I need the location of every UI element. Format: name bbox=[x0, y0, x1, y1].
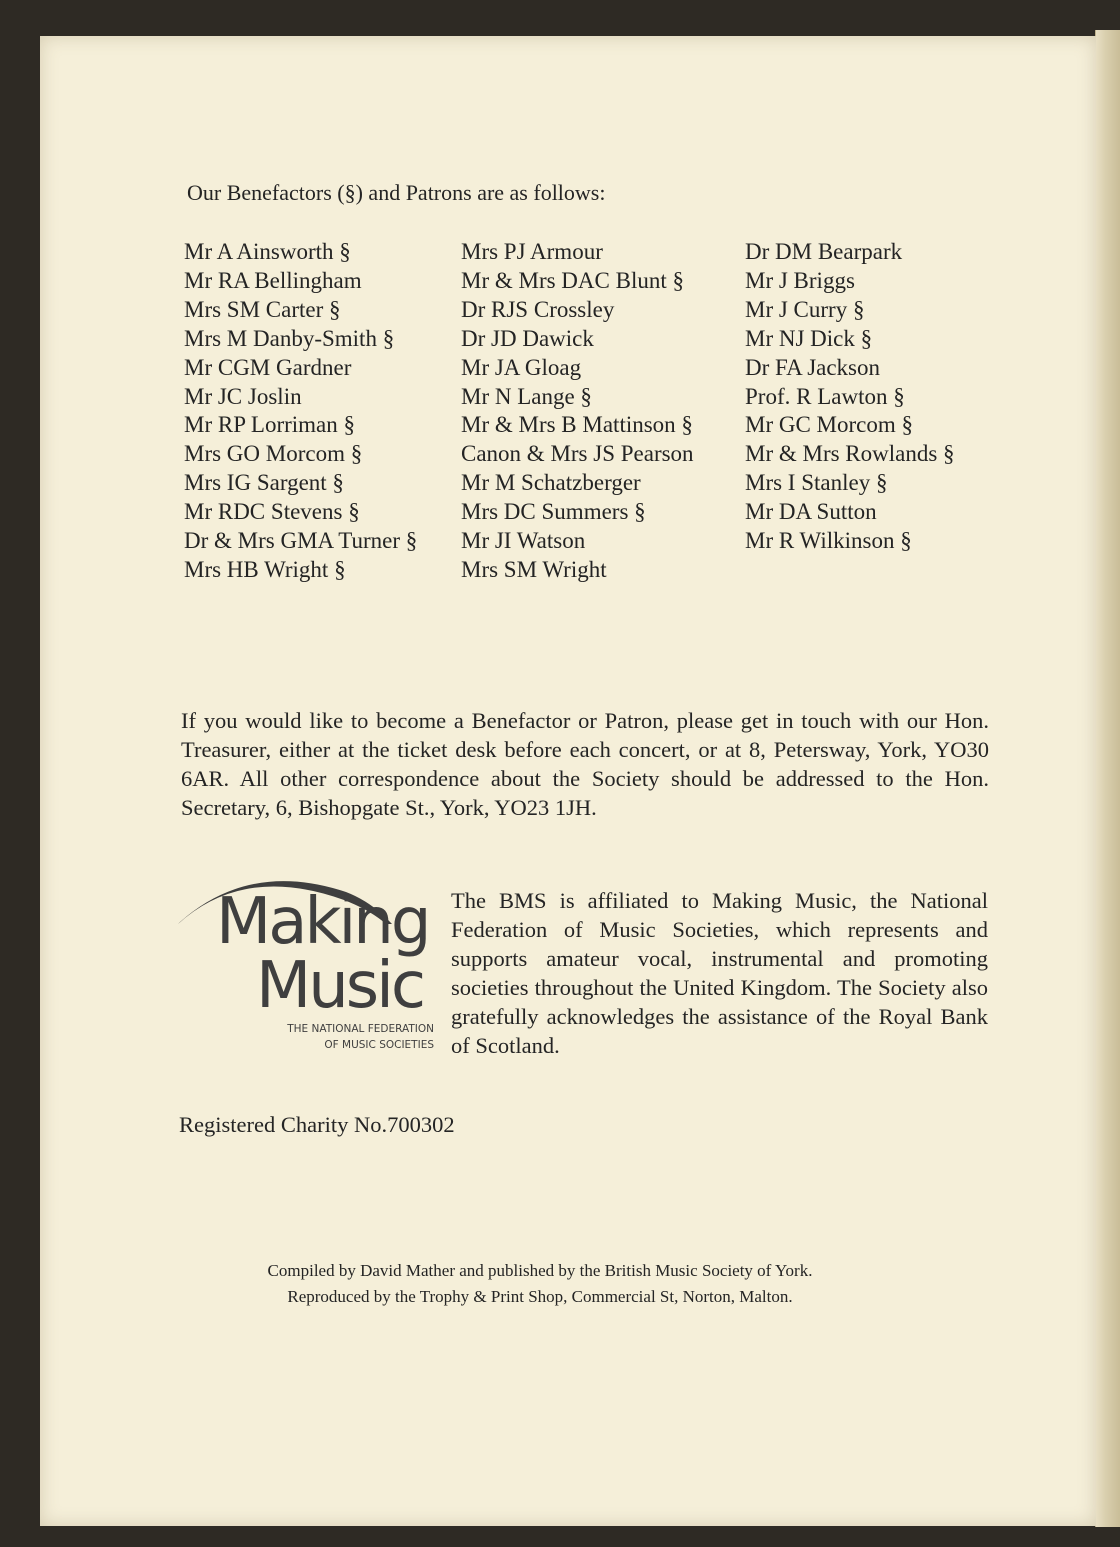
patron-name: Mrs HB Wright § bbox=[184, 556, 346, 582]
patron-name: Mr & Mrs DAC Blunt § bbox=[461, 267, 684, 293]
making-music-logo bbox=[174, 866, 434, 1096]
patron-name: Mr JA Gloag bbox=[461, 354, 582, 380]
patron-name: Dr JD Dawick bbox=[461, 325, 594, 351]
patron-name: Mr JC Joslin bbox=[184, 383, 302, 409]
affiliation-paragraph: The BMS is affiliated to Making Music, the National Federation of Music Societies, which represents and supports amateur vocal, instrumental and promoting societies throughout the United Kingdom. The Society also gratefully acknowledges the assistance of the Royal Bank of Scotland. bbox=[451, 888, 988, 1058]
patron-name: Mr RDC Stevens § bbox=[184, 499, 360, 525]
patron-name: Mr RP Lorriman § bbox=[184, 412, 355, 438]
patron-name: Mrs GO Morcom § bbox=[184, 441, 363, 467]
patron-name: Canon & Mrs JS Pearson bbox=[461, 441, 694, 467]
patron-name: Mrs SM Wright bbox=[461, 556, 607, 582]
patron-name: Dr & Mrs GMA Turner § bbox=[184, 528, 418, 554]
patron-name: Dr DM Bearpark bbox=[745, 239, 903, 264]
become-patron-paragraph: If you would like to become a Benefactor or Patron, please get in touch with our Hon. Treasurer, either at the ticket desk before each concert, or at 8, Petersway, York, YO30 6AR. All other correspondence about the Society should be addressed to the Hon. Secretary, 6, Bishopgate St., York, YO23 1JH. bbox=[181, 708, 989, 820]
patron-name: Mr CGM Gardner bbox=[184, 354, 352, 380]
patron-name: Mrs SM Carter § bbox=[184, 296, 341, 322]
patron-name: Dr FA Jackson bbox=[745, 354, 881, 380]
patron-name: Prof. R Lawton § bbox=[745, 383, 905, 409]
patrons-column-3 bbox=[745, 238, 955, 556]
patron-name: Mr R Wilkinson § bbox=[745, 528, 912, 554]
patron-name: Mr RA Bellingham bbox=[184, 267, 362, 293]
page-edge bbox=[1095, 30, 1120, 1527]
patron-name: Mr GC Morcom § bbox=[745, 412, 914, 438]
patron-name: Mrs PJ Armour bbox=[461, 239, 603, 264]
credits-line: Reproduced by the Trophy & Print Shop, Commercial St, Norton, Malton. bbox=[287, 1287, 793, 1306]
patron-name: Mr & Mrs B Mattinson § bbox=[461, 412, 693, 438]
patron-name: Mr M Schatzberger bbox=[461, 470, 641, 496]
patron-name: Mr J Curry § bbox=[745, 296, 865, 322]
patron-name: Mrs I Stanley § bbox=[745, 470, 888, 496]
patrons-column-2 bbox=[461, 238, 694, 585]
patron-name: Mr DA Sutton bbox=[745, 499, 877, 525]
patron-name: Mrs M Danby-Smith § bbox=[184, 325, 395, 351]
patrons-intro: Our Benefactors (§) and Patrons are as follows: bbox=[187, 180, 606, 205]
logo-subtitle: OF MUSIC SOCIETIES bbox=[324, 1039, 434, 1051]
patron-name: Mr J Briggs bbox=[745, 267, 855, 293]
patron-name: Mr N Lange § bbox=[461, 383, 592, 409]
logo-word-making: Making bbox=[216, 885, 429, 959]
patron-name: Dr RJS Crossley bbox=[461, 296, 615, 322]
credits-line: Compiled by David Mather and published by the British Music Society of York. bbox=[267, 1261, 813, 1280]
charity-number: Registered Charity No.700302 bbox=[179, 1112, 455, 1137]
logo-subtitle: THE NATIONAL FEDERATION bbox=[287, 1023, 434, 1035]
patron-name: Mr NJ Dick § bbox=[745, 325, 873, 351]
patrons-column-1 bbox=[184, 238, 417, 585]
patron-name: Mrs DC Summers § bbox=[461, 499, 646, 525]
logo-word-music: Music bbox=[256, 949, 424, 1023]
patron-name: Mr & Mrs Rowlands § bbox=[745, 441, 955, 467]
patron-name: Mr JI Watson bbox=[461, 528, 586, 554]
patron-name: Mr A Ainsworth § bbox=[184, 239, 351, 264]
patron-name: Mrs IG Sargent § bbox=[184, 470, 344, 496]
